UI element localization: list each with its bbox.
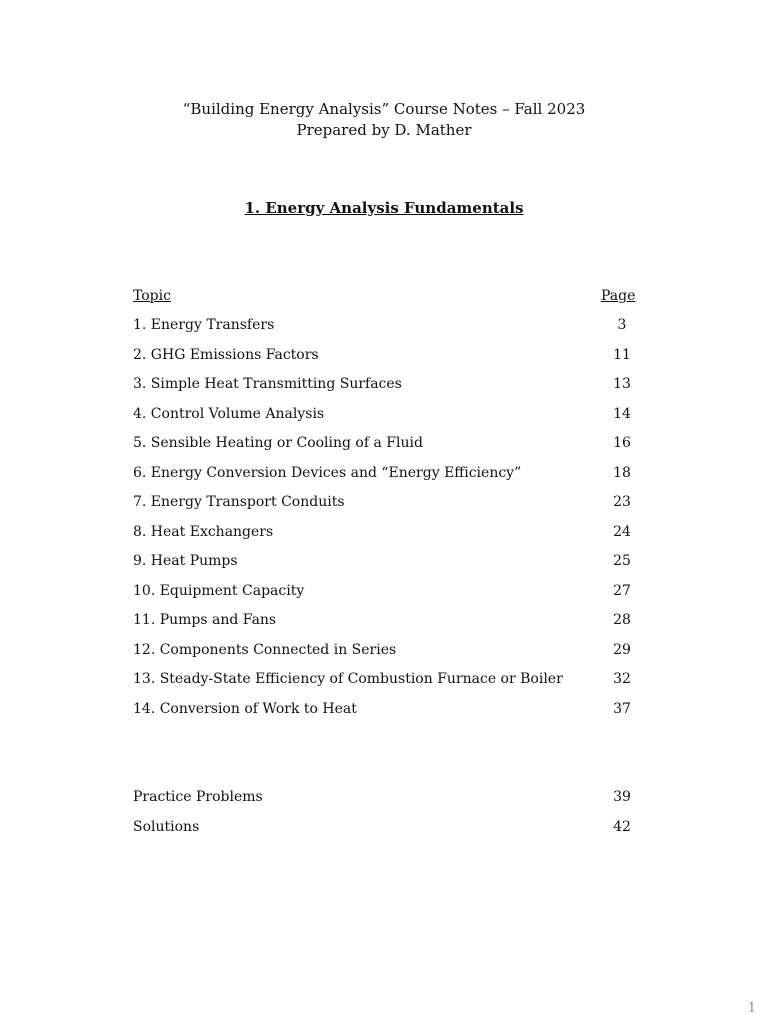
toc-row bbox=[133, 699, 635, 729]
toc-row bbox=[133, 404, 635, 434]
toc-page: 14 bbox=[613, 405, 631, 422]
toc-topic: 14. Conversion of Work to Heat bbox=[133, 700, 357, 717]
section-title: 1. Energy Analysis Fundamentals bbox=[244, 199, 524, 217]
toc-extras bbox=[133, 787, 635, 846]
toc-row bbox=[133, 669, 635, 699]
course-title: “Building Energy Analysis” Course Notes – Fall 2023 bbox=[182, 100, 586, 118]
toc-page: 32 bbox=[613, 671, 631, 687]
page-number: 1 bbox=[747, 1001, 756, 1016]
toc-topic: 6. Energy Conversion Devices and “Energy Efficiency” bbox=[133, 464, 522, 481]
toc-page: 16 bbox=[613, 435, 631, 451]
toc-page: 27 bbox=[613, 582, 631, 599]
toc-topic: 7. Energy Transport Conduits bbox=[133, 494, 345, 510]
toc-row bbox=[133, 374, 635, 404]
toc-page: 3 bbox=[617, 317, 627, 333]
toc-page: 13 bbox=[613, 376, 631, 392]
toc-topic: 11. Pumps and Fans bbox=[133, 612, 277, 628]
page-column-header: Page bbox=[601, 288, 636, 304]
toc-page: 24 bbox=[613, 523, 631, 540]
toc-topic: 10. Equipment Capacity bbox=[133, 582, 305, 599]
toc-topic: 4. Control Volume Analysis bbox=[133, 405, 325, 422]
toc-header-row bbox=[133, 286, 635, 316]
toc-topic: 12. Components Connected in Series bbox=[133, 641, 397, 658]
toc-page: 23 bbox=[613, 494, 631, 510]
toc-topic: 8. Heat Exchangers bbox=[133, 523, 274, 540]
toc-topic: Solutions bbox=[133, 818, 200, 835]
toc-row bbox=[133, 345, 635, 375]
toc-row bbox=[133, 463, 635, 493]
toc-topic: 3. Simple Heat Transmitting Surfaces bbox=[133, 376, 402, 392]
toc-row bbox=[133, 610, 635, 640]
document-header bbox=[0, 99, 768, 141]
topic-column-header: Topic bbox=[133, 288, 171, 304]
toc-header bbox=[133, 286, 635, 316]
author-line: Prepared by D. Mather bbox=[296, 121, 472, 139]
toc-list bbox=[133, 315, 635, 728]
toc-row bbox=[133, 433, 635, 463]
toc-page: 25 bbox=[613, 553, 631, 569]
toc-topic: 1. Energy Transfers bbox=[133, 317, 275, 333]
toc-page: 28 bbox=[613, 612, 631, 628]
toc-topic: 2. GHG Emissions Factors bbox=[133, 346, 319, 363]
toc-row bbox=[133, 787, 635, 817]
toc-topic: 9. Heat Pumps bbox=[133, 553, 238, 569]
toc-topic: 5. Sensible Heating or Cooling of a Fluid bbox=[133, 435, 423, 451]
toc-row bbox=[133, 581, 635, 611]
toc-topic: 13. Steady-State Efficiency of Combustion Furnace or Boiler bbox=[133, 671, 563, 687]
toc-row bbox=[133, 640, 635, 670]
toc-row bbox=[133, 492, 635, 522]
toc-row bbox=[133, 551, 635, 581]
toc-topic: Practice Problems bbox=[133, 789, 263, 805]
toc-page: 11 bbox=[613, 346, 631, 363]
toc-row bbox=[133, 817, 635, 847]
toc-row bbox=[133, 522, 635, 552]
toc-page: 37 bbox=[613, 700, 631, 717]
toc-page: 39 bbox=[613, 789, 631, 805]
toc-page: 29 bbox=[613, 641, 631, 658]
toc-page: 18 bbox=[613, 464, 631, 481]
toc-page: 42 bbox=[613, 818, 631, 835]
toc-row bbox=[133, 315, 635, 345]
